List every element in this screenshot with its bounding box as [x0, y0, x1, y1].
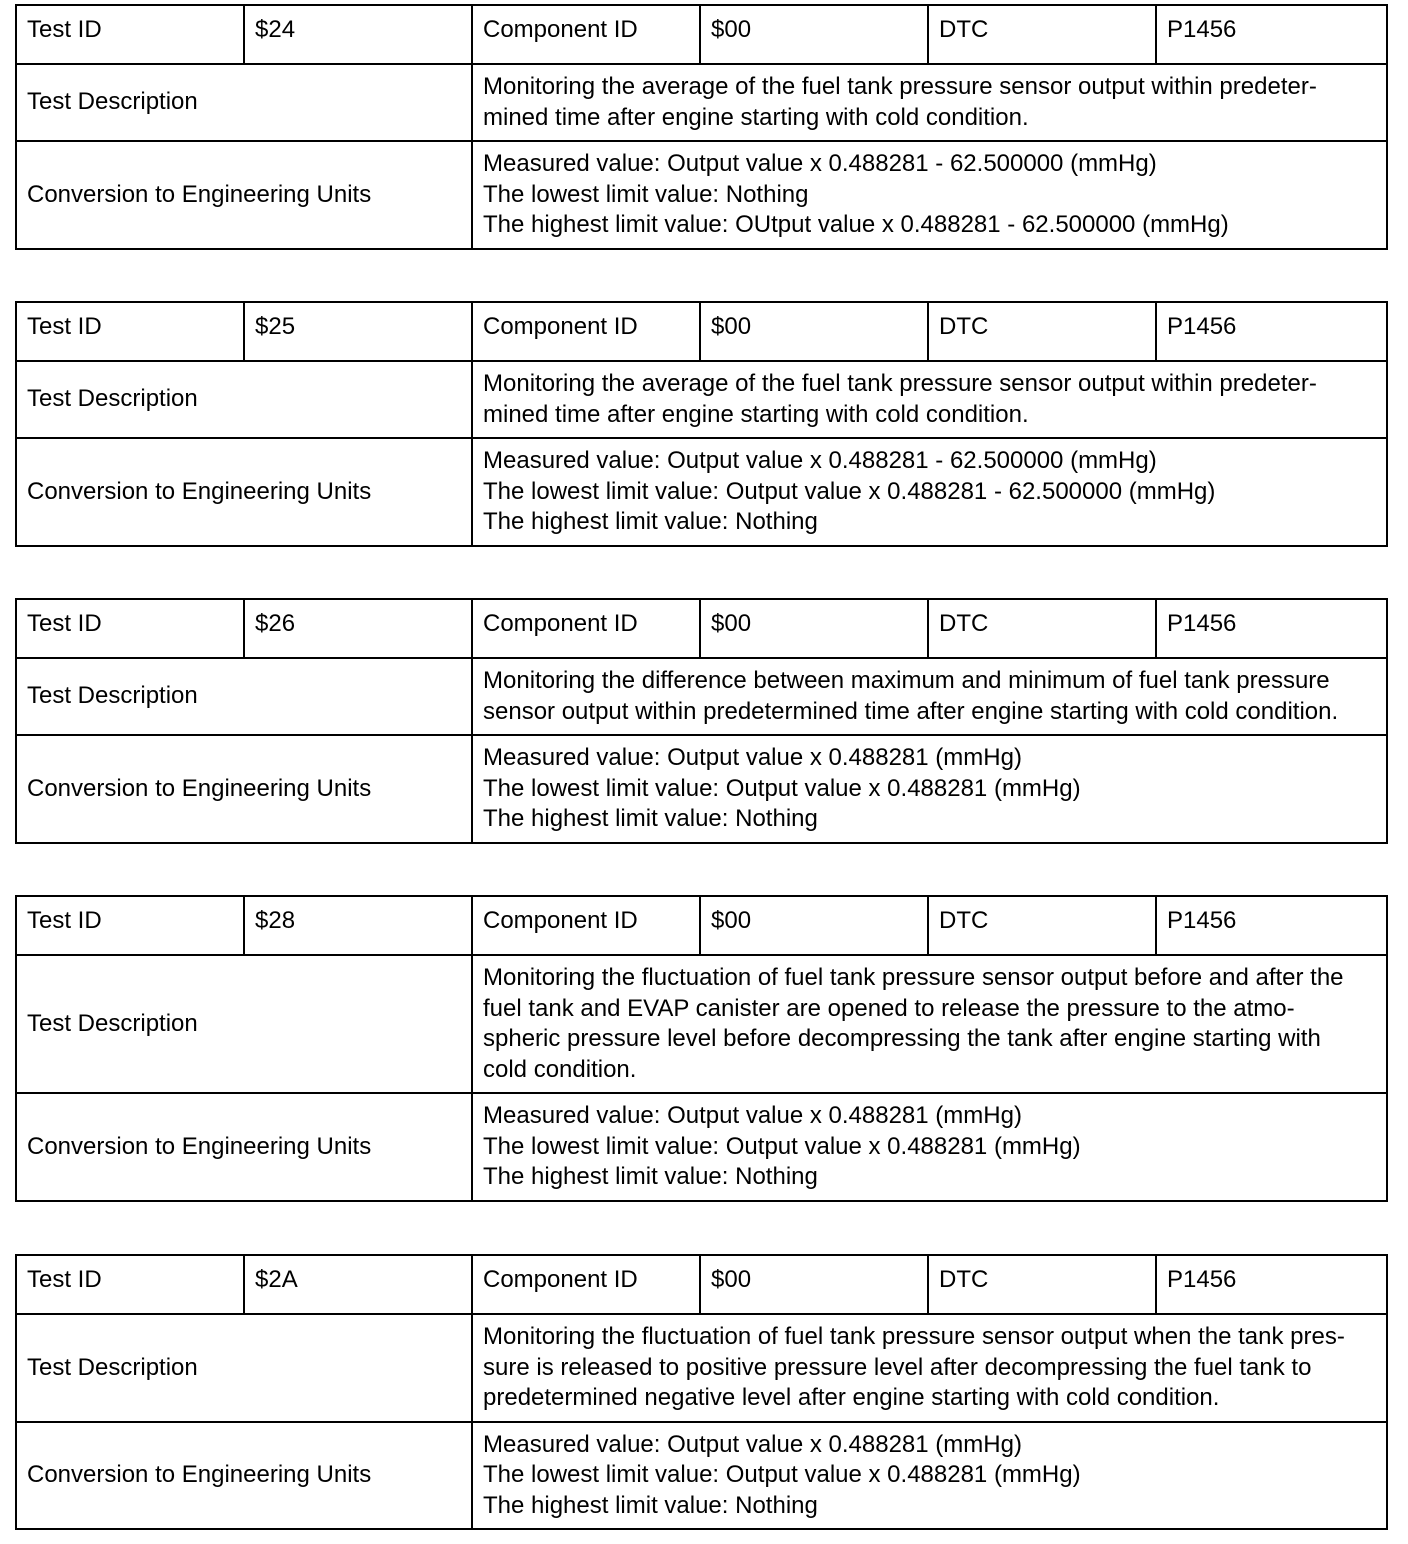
test-id-label: Test ID — [16, 896, 244, 955]
conversion-line: The highest limit value: Nothing — [483, 805, 818, 832]
component-id-label: Component ID — [472, 1255, 700, 1314]
conversion-label: Conversion to Engineering Units — [16, 1422, 472, 1530]
dtc-label: DTC — [928, 1255, 1156, 1314]
test-block — [15, 895, 1386, 1202]
test-id-label: Test ID — [16, 302, 244, 361]
description-row — [16, 1314, 1387, 1422]
conversion-line: Measured value: Output value x 0.488281 (mmHg) — [483, 744, 1022, 771]
conversion-label: Conversion to Engineering Units — [16, 735, 472, 843]
test-description-text — [472, 955, 1387, 1093]
description-line: Monitoring the fluctuation of fuel tank pressure sensor output before and after the — [483, 964, 1344, 991]
test-id-value: $24 — [244, 5, 472, 64]
dtc-value: P1456 — [1156, 599, 1387, 658]
conversion-label: Conversion to Engineering Units — [16, 438, 472, 546]
test-block — [15, 1254, 1386, 1530]
test-spec-table — [15, 301, 1388, 547]
component-id-value: $00 — [700, 599, 928, 658]
test-id-label: Test ID — [16, 1255, 244, 1314]
test-spec-table — [15, 895, 1388, 1202]
header-row — [16, 599, 1387, 658]
description-line: sure is released to positive pressure level after decompressing the fuel tank to — [483, 1353, 1312, 1381]
description-line: predetermined negative level after engine starting with cold condition. — [483, 1384, 1220, 1411]
header-row — [16, 1255, 1387, 1314]
component-id-value: $00 — [700, 5, 928, 64]
conversion-line: The highest limit value: Nothing — [483, 508, 818, 535]
conversion-text — [472, 735, 1387, 843]
conversion-line: The highest limit value: Nothing — [483, 1491, 818, 1519]
test-description-text — [472, 64, 1387, 141]
component-id-label: Component ID — [472, 5, 700, 64]
dtc-value: P1456 — [1156, 896, 1387, 955]
component-id-label: Component ID — [472, 302, 700, 361]
conversion-line: The highest limit value: OUtput value x 0.488281 - 62.500000 (mmHg) — [483, 211, 1229, 238]
header-row — [16, 896, 1387, 955]
test-spec-table — [15, 1254, 1388, 1530]
description-row — [16, 361, 1387, 438]
conversion-line: Measured value: Output value x 0.488281 - 62.500000 (mmHg) — [483, 150, 1157, 177]
test-description-text — [472, 1314, 1387, 1422]
conversion-text — [472, 438, 1387, 546]
dtc-label: DTC — [928, 302, 1156, 361]
test-description-text — [472, 658, 1387, 735]
component-id-label: Component ID — [472, 896, 700, 955]
conversion-line: The lowest limit value: Output value x 0.488281 (mmHg) — [483, 1132, 1081, 1160]
description-line: mined time after engine starting with cold condition. — [483, 400, 1029, 428]
header-row — [16, 302, 1387, 361]
description-line: mined time after engine starting with cold condition. — [483, 103, 1029, 131]
test-id-label: Test ID — [16, 599, 244, 658]
description-line: Monitoring the difference between maximum and minimum of fuel tank pressure — [483, 667, 1330, 694]
dtc-value: P1456 — [1156, 302, 1387, 361]
conversion-line: The lowest limit value: Nothing — [483, 180, 809, 208]
test-id-value: $25 — [244, 302, 472, 361]
dtc-label: DTC — [928, 5, 1156, 64]
test-id-value: $2A — [244, 1255, 472, 1314]
component-id-value: $00 — [700, 302, 928, 361]
description-line: Monitoring the fluctuation of fuel tank pressure sensor output when the tank pres- — [483, 1323, 1345, 1350]
test-description-label: Test Description — [16, 658, 472, 735]
test-spec-table — [15, 4, 1388, 250]
test-description-label: Test Description — [16, 361, 472, 438]
conversion-line: Measured value: Output value x 0.488281 (mmHg) — [483, 1102, 1022, 1129]
test-description-text — [472, 361, 1387, 438]
conversion-line: The lowest limit value: Output value x 0.488281 (mmHg) — [483, 1461, 1081, 1488]
description-row — [16, 658, 1387, 735]
description-row — [16, 955, 1387, 1093]
test-spec-table — [15, 598, 1388, 844]
component-id-value: $00 — [700, 1255, 928, 1314]
description-line: Monitoring the average of the fuel tank pressure sensor output within predeter- — [483, 73, 1317, 100]
conversion-text — [472, 141, 1387, 249]
dtc-label: DTC — [928, 599, 1156, 658]
description-row — [16, 64, 1387, 141]
conversion-row — [16, 1422, 1387, 1530]
conversion-text — [472, 1093, 1387, 1201]
dtc-label: DTC — [928, 896, 1156, 955]
conversion-line: The highest limit value: Nothing — [483, 1163, 818, 1190]
conversion-row — [16, 141, 1387, 249]
test-block — [15, 301, 1386, 547]
description-line: cold condition. — [483, 1055, 637, 1083]
description-line: spheric pressure level before decompressing the tank after engine starting with — [483, 1025, 1321, 1052]
conversion-line: Measured value: Output value x 0.488281 (mmHg) — [483, 1430, 1022, 1458]
test-description-label: Test Description — [16, 64, 472, 141]
component-id-label: Component ID — [472, 599, 700, 658]
dtc-value: P1456 — [1156, 5, 1387, 64]
description-line: Monitoring the average of the fuel tank pressure sensor output within predeter- — [483, 370, 1317, 397]
test-id-value: $26 — [244, 599, 472, 658]
component-id-value: $00 — [700, 896, 928, 955]
test-id-value: $28 — [244, 896, 472, 955]
test-description-label: Test Description — [16, 1314, 472, 1422]
conversion-label: Conversion to Engineering Units — [16, 1093, 472, 1201]
conversion-text — [472, 1422, 1387, 1530]
conversion-row — [16, 1093, 1387, 1201]
test-description-label: Test Description — [16, 955, 472, 1093]
conversion-row — [16, 438, 1387, 546]
test-block — [15, 4, 1386, 250]
conversion-line: The lowest limit value: Output value x 0.488281 - 62.500000 (mmHg) — [483, 477, 1216, 505]
conversion-row — [16, 735, 1387, 843]
header-row — [16, 5, 1387, 64]
conversion-line: Measured value: Output value x 0.488281 - 62.500000 (mmHg) — [483, 447, 1157, 474]
dtc-value: P1456 — [1156, 1255, 1387, 1314]
description-line: sensor output within predetermined time after engine starting with cold condition. — [483, 697, 1339, 725]
test-id-label: Test ID — [16, 5, 244, 64]
test-block — [15, 598, 1386, 844]
conversion-line: The lowest limit value: Output value x 0.488281 (mmHg) — [483, 774, 1081, 802]
conversion-label: Conversion to Engineering Units — [16, 141, 472, 249]
description-line: fuel tank and EVAP canister are opened to release the pressure to the atmo- — [483, 994, 1295, 1022]
